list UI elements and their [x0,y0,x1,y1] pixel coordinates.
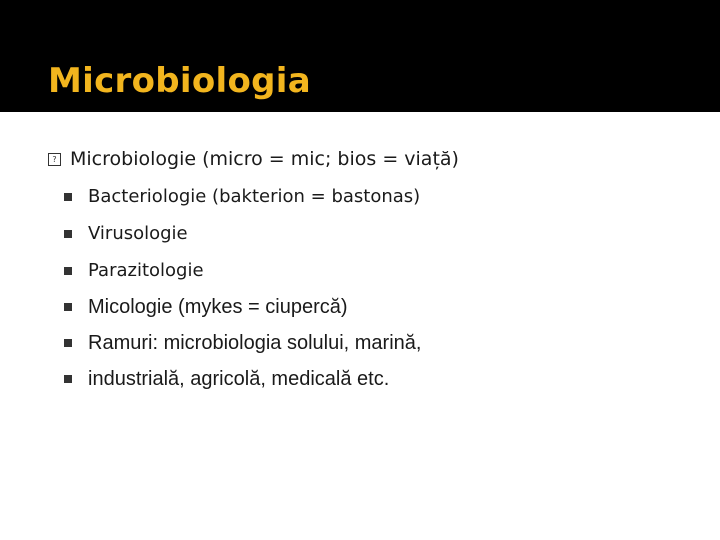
sub-bullet-bacteriology [48,178,688,215]
square-bullet-icon [64,230,72,238]
slide-title: Microbiologia [48,61,311,101]
sub-bullet-text: Micologie (mykes = ciupercă) [88,295,348,318]
title-divider [0,112,720,114]
main-bullet [48,140,688,178]
sub-bullet-mycology [48,289,688,325]
sub-bullet-branches-continued [48,361,688,397]
sub-bullet-virology [48,215,688,252]
sub-bullet-text: Virusologie [88,223,188,244]
sub-bullet-text: Ramuri: microbiologia solului, marină, [88,331,422,354]
sub-bullet-text: Bacteriologie (bakterion = bastonas) [88,186,421,207]
square-bullet-icon [64,375,72,383]
main-bullet-text: Microbiologie (micro = mic; bios = viață) [70,148,459,170]
sub-bullet-text: industrială, agricolă, medicală etc. [88,367,390,390]
square-bullet-icon: ? [48,153,61,166]
sub-bullet-parasitology [48,252,688,289]
square-bullet-icon [64,193,72,201]
square-bullet-icon [64,267,72,275]
square-bullet-icon [64,303,72,311]
slide-body [48,140,688,397]
square-bullet-icon [64,339,72,347]
sub-bullet-branches [48,325,688,361]
sub-bullet-text: Parazitologie [88,260,204,281]
